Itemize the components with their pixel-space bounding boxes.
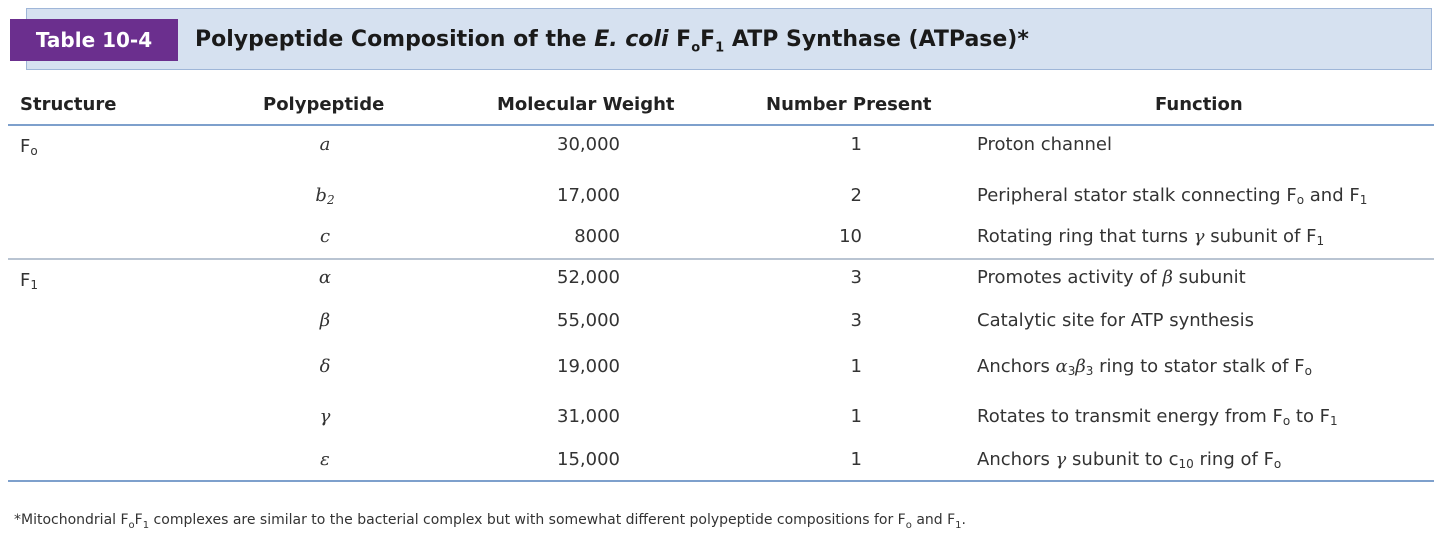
function-cell: Anchors $\alpha_3\beta_3$ ring to stator stalk of $F_o$ xyxy=(977,356,1312,378)
header-number-present: Number Present xyxy=(766,94,932,115)
function-cell: Catalytic site for ATP synthesis xyxy=(977,310,1254,331)
molecular-weight-cell: 19,000 xyxy=(557,356,620,377)
polypeptide-cell: δ xyxy=(319,356,331,377)
header-polypeptide: Polypeptide xyxy=(263,94,385,115)
molecular-weight-cell: 15,000 xyxy=(557,449,620,470)
number-present-cell: 2 xyxy=(850,185,862,206)
header-function: Function xyxy=(1155,94,1243,115)
header-molecular-weight: Molecular Weight xyxy=(497,94,675,115)
group-divider xyxy=(8,258,1434,260)
table-footnote: *Mitochondrial $F_oF_1$ complexes are similar to the bacterial complex but with somewhat different polypeptide compositions for $F_o$ and $F_1$. xyxy=(14,512,966,531)
polypeptide-cell: α xyxy=(318,267,332,288)
number-present-cell: 3 xyxy=(850,310,862,331)
table-number-tag: Table 10-4 xyxy=(10,19,178,61)
function-cell: Proton channel xyxy=(977,134,1112,155)
molecular-weight-cell: 8000 xyxy=(574,226,620,247)
molecular-weight-cell: 30,000 xyxy=(557,134,620,155)
function-cell: Promotes activity of β subunit xyxy=(977,267,1246,288)
number-present-cell: 3 xyxy=(850,267,862,288)
function-cell: Peripheral stator stalk connecting $F_o$ and $F_1$ xyxy=(977,185,1368,207)
function-cell: Rotating ring that turns γ subunit of $F_1$ xyxy=(977,226,1325,248)
structure-f1: $F_1$ xyxy=(20,270,38,292)
polypeptide-cell: β xyxy=(319,310,331,331)
molecular-weight-cell: 52,000 xyxy=(557,267,620,288)
structure-fo: $F_o$ xyxy=(20,136,38,158)
molecular-weight-cell: 55,000 xyxy=(557,310,620,331)
number-present-cell: 1 xyxy=(850,134,862,155)
number-present-cell: 1 xyxy=(850,449,862,470)
polypeptide-cell: ε xyxy=(320,449,330,470)
function-cell: Anchors γ subunit to $c_{10}$ ring of $F_o$ xyxy=(977,449,1282,471)
header-structure: Structure xyxy=(20,94,117,115)
function-cell: Rotates to transmit energy from $F_o$ to $F_1$ xyxy=(977,406,1338,428)
number-present-cell: 10 xyxy=(839,226,862,247)
header-rule xyxy=(8,124,1434,126)
molecular-weight-cell: 17,000 xyxy=(557,185,620,206)
table-bottom-rule xyxy=(8,480,1434,482)
number-present-cell: 1 xyxy=(850,406,862,427)
polypeptide-cell: c xyxy=(319,226,331,247)
polypeptide-cell: γ xyxy=(319,406,331,427)
number-present-cell: 1 xyxy=(850,356,862,377)
molecular-weight-cell: 31,000 xyxy=(557,406,620,427)
polypeptide-cell: $b_2$ xyxy=(315,185,335,207)
polypeptide-cell: a xyxy=(319,134,331,155)
table-title: Polypeptide Composition of the E. coli $F_oF_1$ ATP Synthase (ATPase)* xyxy=(195,27,1029,56)
